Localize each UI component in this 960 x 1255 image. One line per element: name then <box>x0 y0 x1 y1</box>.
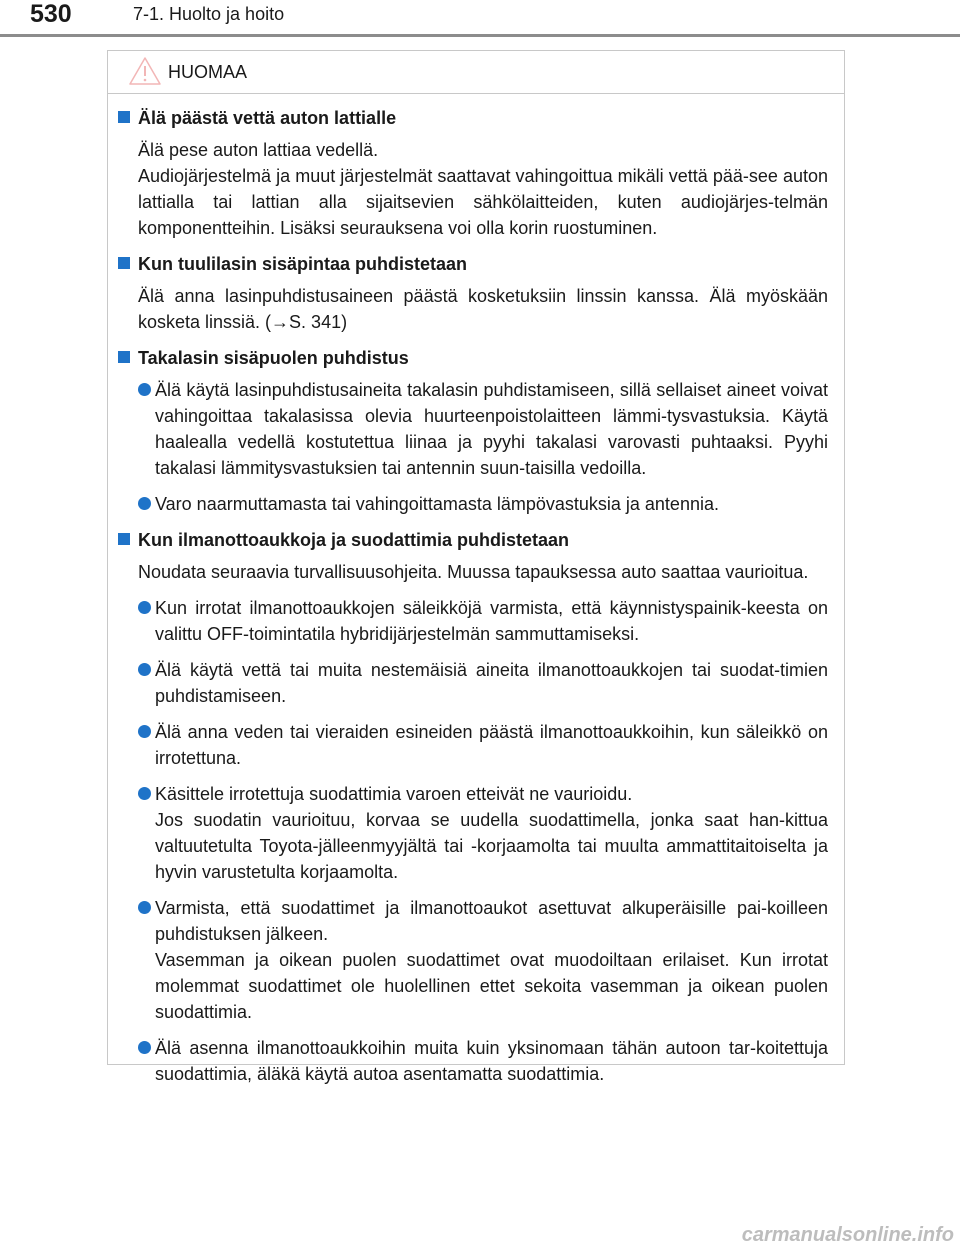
round-bullet-icon <box>138 787 151 800</box>
paragraph: Noudata seuraavia turvallisuusohjeita. Muussa tapauksessa auto saattaa vaurioitua. <box>138 562 809 582</box>
bullet-item: Älä käytä lasinpuhdistusaineita takalasin puhdistamiseen, sillä sellaiset aineet voivat vahingoittaa takalasissa olevia huurteenpoistolaitteen lämmi-tysvastuksia. Käytä haalealla vedellä kostutettua liinaa ja pyyhi takalasi varovasti puhtaaksi. Pyyhi takalasi lämmitysvastuksien tai antennin suun-taisilla vedoilla. <box>108 377 844 481</box>
bullet-item: Älä käytä vettä tai muita nestemäisiä aineita ilmanottoaukkojen tai suodat-timien puhdistamiseen. <box>108 657 844 709</box>
round-bullet-icon <box>138 497 151 510</box>
square-bullet-icon <box>118 351 130 363</box>
header-rule <box>0 34 960 37</box>
section-heading: Kun ilmanottoaukkoja ja suodattimia puhdistetaan <box>108 527 844 553</box>
section-heading: Takalasin sisäpuolen puhdistus <box>108 345 844 371</box>
bullet-continuation: Vasemman ja oikean puolen suodattimet ovat muodoiltaan erilaiset. Kun irrotat molemmat suodattimet ole huolellinen ettet sekoita vasemman ja oikean puolen suodattimia. <box>155 950 828 1022</box>
paragraph: Audiojärjestelmä ja muut järjestelmät saattavat vahingoittua mikäli vettä pää-see auton lattialla tai lattian alla sijaitsevien sähkölaitteiden, kuten audiojärjes-telmän komponentteihin. Lisäksi seurauksena voi olla korin ruostuminen. <box>138 166 828 238</box>
bullet-continuation: Jos suodatin vaurioituu, korvaa se uudella suodattimella, jonka saat han-kittua valtuutetulta Toyota-jälleenmyyjältä tai -korjaamolta tai muulta ammattitaitoiselta ja hyvin varustetulta korjaamolta. <box>155 810 828 882</box>
paragraph: Älä pese auton lattiaa vedellä. <box>138 140 379 160</box>
bullet-item: Käsittele irrotettuja suodattimia varoen etteivät ne vaurioidu. <box>108 781 844 807</box>
round-bullet-icon <box>138 1041 151 1054</box>
round-bullet-icon <box>138 601 151 614</box>
bullet-item: Kun irrotat ilmanottoaukkojen säleikköjä varmista, että käynnistyspainik-keesta on valittu OFF-toimintatila hybridijärjestelmän sammuttamiseksi. <box>108 595 844 647</box>
bullet-item: Varmista, että suodattimet ja ilmanottoaukot asettuvat alkuperäisille pai-koilleen puhdistuksen jälkeen. <box>108 895 844 947</box>
square-bullet-icon <box>118 257 130 269</box>
square-bullet-icon <box>118 533 130 545</box>
round-bullet-icon <box>138 725 151 738</box>
notice-box <box>107 50 845 1084</box>
square-bullet-icon <box>118 111 130 123</box>
notice-content <box>108 105 844 1087</box>
section-title: 7-1. Huolto ja hoito <box>133 4 285 24</box>
section-heading: Kun tuulilasin sisäpintaa puhdistetaan <box>108 251 844 277</box>
section-heading: Älä päästä vettä auton lattialle <box>108 105 844 131</box>
notice-label: HUOMAA <box>168 62 248 82</box>
round-bullet-icon <box>138 383 151 396</box>
footer-watermark: carmanualsonline.info <box>741 1224 954 1246</box>
notice-header <box>108 51 844 94</box>
round-bullet-icon <box>138 901 151 914</box>
warning-triangle-icon <box>128 56 162 86</box>
round-bullet-icon <box>138 663 151 676</box>
paragraph: Älä anna lasinpuhdistusaineen päästä kosketuksiin linssin kanssa. Älä myöskään kosketa linssiä. (→S. 341) <box>138 286 828 332</box>
bullet-item: Älä asenna ilmanottoaukkoihin muita kuin yksinomaan tähän autoon tar-koitettuja suodattimia, äläkä käytä autoa asentamatta suodattimia. <box>108 1035 844 1087</box>
page-number: 530 <box>30 0 72 28</box>
bullet-item: Varo naarmuttamasta tai vahingoittamasta lämpövastuksia ja antennia. <box>108 491 844 517</box>
bullet-item: Älä anna veden tai vieraiden esineiden päästä ilmanottoaukkoihin, kun säleikkö on irrotettuna. <box>108 719 844 771</box>
